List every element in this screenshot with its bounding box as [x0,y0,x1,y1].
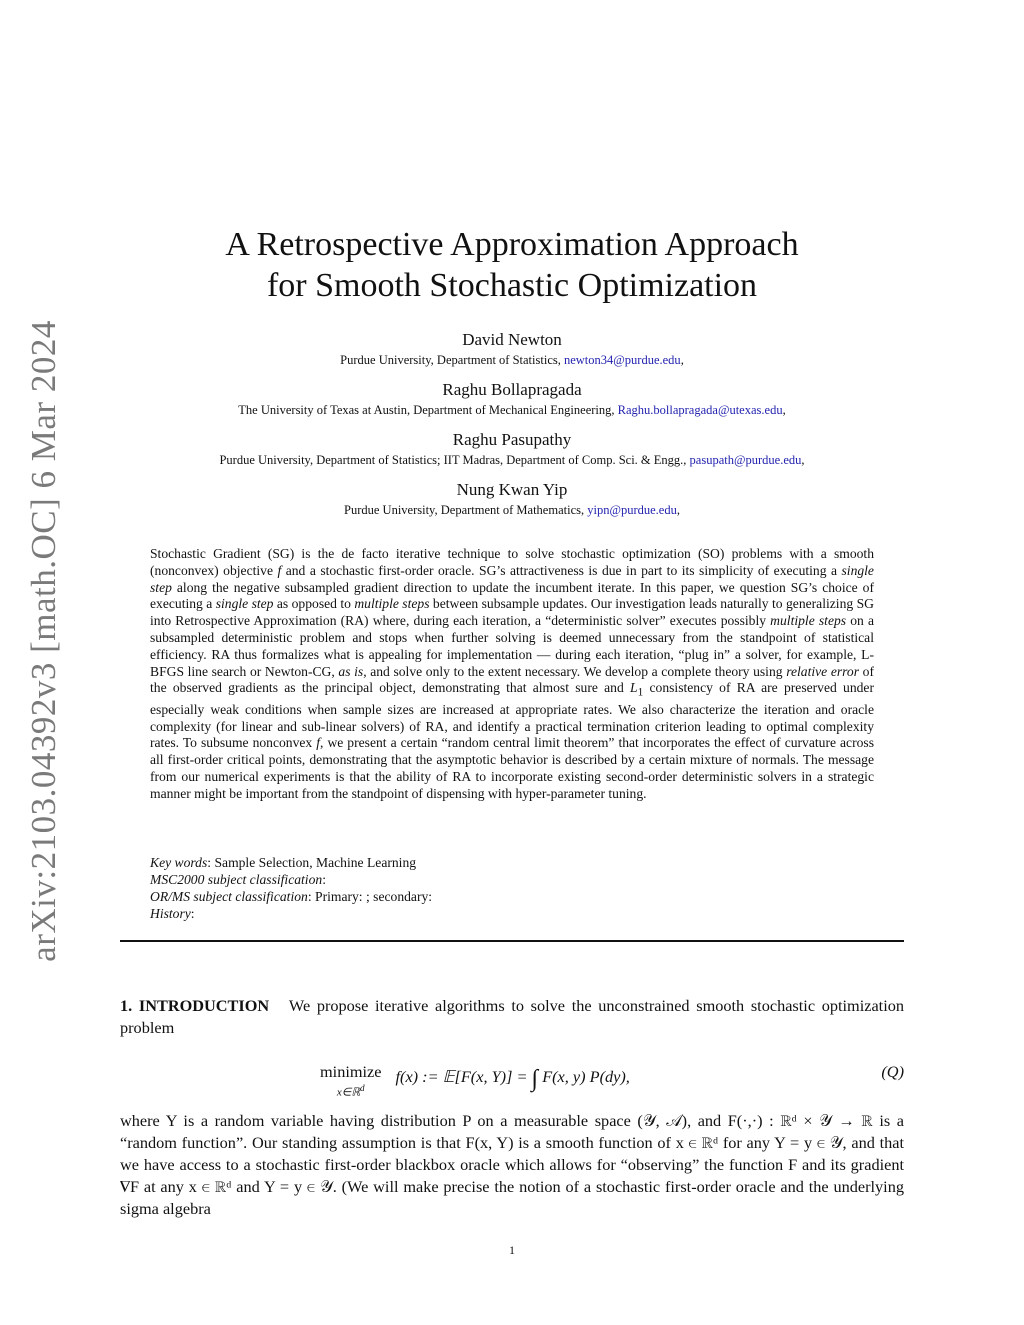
author-name: Raghu Pasupathy [452,430,572,449]
section-number: 1. [120,996,133,1015]
arxiv-identifier: arXiv:2103.04392v3 [math.OC] 6 Mar 2024 [24,320,64,962]
author-affiliation: Purdue University, Department of Statistics, newton34@purdue.edu, [340,353,684,367]
section-divider [120,940,904,942]
integral-symbol: ∫ [531,1066,539,1092]
author-block [120,378,904,428]
author-block [120,328,904,378]
equation-label: (Q) [881,1062,904,1081]
keywords-line: Key words: Sample Selection, Machine Learning [150,855,417,870]
author-list [120,328,904,528]
history-line: History: [150,906,195,921]
page-number: 1 [509,1243,515,1257]
author-block [120,478,904,528]
introduction-paragraph: 1. INTRODUCTION We propose iterative algorithms to solve the unconstrained smooth stochastic optimization problem [120,996,904,1037]
body-paragraph: where Y is a random variable having distribution P on a measurable space (𝒴, 𝒜), and F(·,·) : ℝᵈ × 𝒴 → ℝ is a “random function”. Our standing assumption is that F(x, Y) is a smooth function of x ∈ ℝᵈ for any Y = y ∈ 𝒴, and that we have access to a stochastic first-order blackbox oracle which allows for “observing” the function F and its gradient ∇F at any x ∈ ℝᵈ and Y = y ∈ 𝒴. (We will make precise the notion of a stochastic first-order oracle and the underlying sigma algebra [120,1111,904,1218]
title-line-1: A Retrospective Approximation Approach [225,226,799,263]
author-affiliation: Purdue University, Department of Mathematics, yipn@purdue.edu, [344,503,680,517]
section-title: INTRODUCTION [138,996,270,1015]
paper-metadata [150,854,874,922]
paper-title [120,224,904,306]
abstract: Stochastic Gradient (SG) is the de facto iterative technique to solve stochastic optimization (SO) problems with a smooth (nonconvex) objective f and a stochastic first-order oracle. SG’s attractiveness is due in part to its simplicity of executing a single step along the negative subsampled gradient direction to update the incumbent iterate. In this paper, we question SG’s choice of executing a single step as opposed to multiple steps between subsample updates. Our investigation leads naturally to generalizing SG into Retrospective Approximation (RA) where, during each iteration, a “deterministic solver” executes possibly multiple steps on a subsampled deterministic problem and stops when further solving is deemed unnecessary from the standpoint of statistical efficiency. RA thus formalizes what is appealing for implementation — during each iteration, “plug in” a solver, for example, L-BFGS line search or Newton-CG, as is, and solve only to the extent necessary. We develop a complete theory using relative error of the observed gradients as the principal object, demonstrating that almost sure and $L_1$ consistency of RA are preserved under especially weak conditions when sample sizes are increased at appropriate rates. We also characterize the iteration and oracle complexity (for linear and sub-linear solvers) of RA, and identify a practical termination criterion leading to optimal complexity rates. To subsume nonconvex f, we present a certain “random central limit theorem” that incorporates the effect of curvature across all first-order critical points, demonstrating that the asymptotic behavior is described by a certain mixture of normals. The message from our numerical experiments is that the ability of RA to incorporate existing second-order deterministic solvers in a strategic manner might be important from the standpoint of dispensing with hyper-parameter tuning. [150,546,874,801]
author-affiliation: The University of Texas at Austin, Department of Mechanical Engineering, Raghu.bollapragada@utexas.edu, [238,403,786,417]
title-line-2: for Smooth Stochastic Optimization [266,267,758,304]
minimize-operator: minimize x∈ℝ$^d$ [320,1062,382,1099]
author-affiliation: Purdue University, Department of Statistics; IIT Madras, Department of Comp. Sci. & Engg., pasupath@purdue.edu, [219,453,805,467]
display-equation [120,1060,904,1104]
arxiv-identifier-stamp [22,320,66,962]
author-name: Nung Kwan Yip [456,480,568,499]
author-name: Raghu Bollapragada [442,380,582,399]
author-email-link[interactable]: Raghu.bollapragada@utexas.edu [617,403,783,417]
equation-body: minimize x∈ℝ$^d$ f(x) := 𝔼[F(x, Y)] = ∫ F(x, y) P(dy), [320,1062,630,1099]
author-name: David Newton [462,330,562,349]
author-block [120,428,904,478]
author-email-link[interactable]: newton34@purdue.edu [563,353,681,367]
author-email-link[interactable]: yipn@purdue.edu [587,503,677,517]
author-email-link[interactable]: pasupath@purdue.edu [689,453,802,467]
orms-line: OR/MS subject classification: Primary: ; secondary: [150,889,433,904]
msc-line: MSC2000 subject classification: [150,872,326,887]
